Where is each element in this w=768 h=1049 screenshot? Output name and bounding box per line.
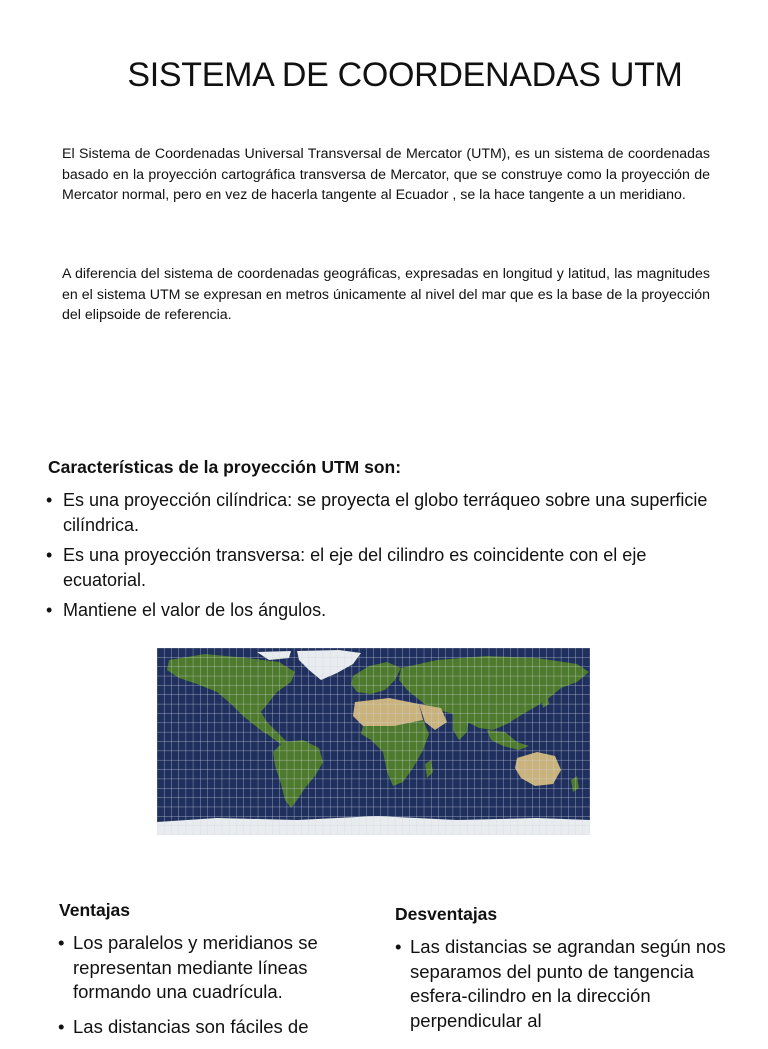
bullet-icon: • bbox=[46, 600, 53, 620]
ventaja-item bbox=[58, 931, 358, 1005]
bullet-icon: • bbox=[395, 936, 402, 957]
intro-paragraph-2: A diferencia del sistema de coordenadas geográficas, expresadas en longitud y latitud, las magnitudes en el sistema UTM se expresan en metros únicamente al nivel del mar que es la base de la proyección del elipsoide de referencia. bbox=[62, 266, 710, 323]
features-list bbox=[44, 488, 724, 629]
feature-item bbox=[44, 543, 724, 592]
bullet-icon: • bbox=[46, 545, 53, 565]
feature-text: Mantiene el valor de los ángulos. bbox=[63, 600, 327, 620]
feature-item bbox=[44, 598, 724, 623]
features-heading: Características de la proyección UTM son: bbox=[48, 457, 402, 477]
utm-world-map bbox=[157, 648, 590, 835]
bullet-icon: • bbox=[46, 490, 53, 510]
ventajas-list bbox=[58, 931, 358, 1049]
desventaja-text: Las distancias se agrandan según nos separamos del punto de tangencia esfera-cilindro en la dirección perpendicular al bbox=[410, 936, 726, 1031]
ventaja-text: Las distancias son fáciles de bbox=[73, 1015, 309, 1037]
ventajas-heading: Ventajas bbox=[59, 900, 131, 920]
desventajas-list bbox=[395, 935, 735, 1033]
feature-text: Es una proyección cilíndrica: se proyecta el globo terráqueo sobre una superficie cilíndrica. bbox=[63, 490, 708, 535]
page-title: SISTEMA DE COORDENADAS UTM bbox=[127, 56, 683, 94]
world-map-image bbox=[157, 648, 590, 835]
utm-grid-lines bbox=[157, 648, 590, 835]
ventaja-text: Los paralelos y meridianos se representan mediante líneas formando una cuadrícula. bbox=[73, 932, 318, 1002]
bullet-icon: • bbox=[58, 1015, 65, 1037]
intro-paragraph-1: El Sistema de Coordenadas Universal Transversal de Mercator (UTM), es un sistema de coordenadas basado en la proyección cartográfica transversa de Mercator, que se construye como la proyección de Mercator normal, pero en vez de hacerla tangente al Ecuador , se la hace tangente a un meridiano. bbox=[62, 146, 710, 203]
feature-item bbox=[44, 488, 724, 537]
ventaja-item bbox=[58, 1015, 358, 1040]
desventaja-item bbox=[395, 935, 735, 1033]
bullet-icon: • bbox=[58, 932, 65, 953]
feature-text: Es una proyección transversa: el eje del cilindro es coincidente con el eje ecuatorial. bbox=[63, 545, 647, 590]
desventajas-heading: Desventajas bbox=[395, 904, 498, 924]
